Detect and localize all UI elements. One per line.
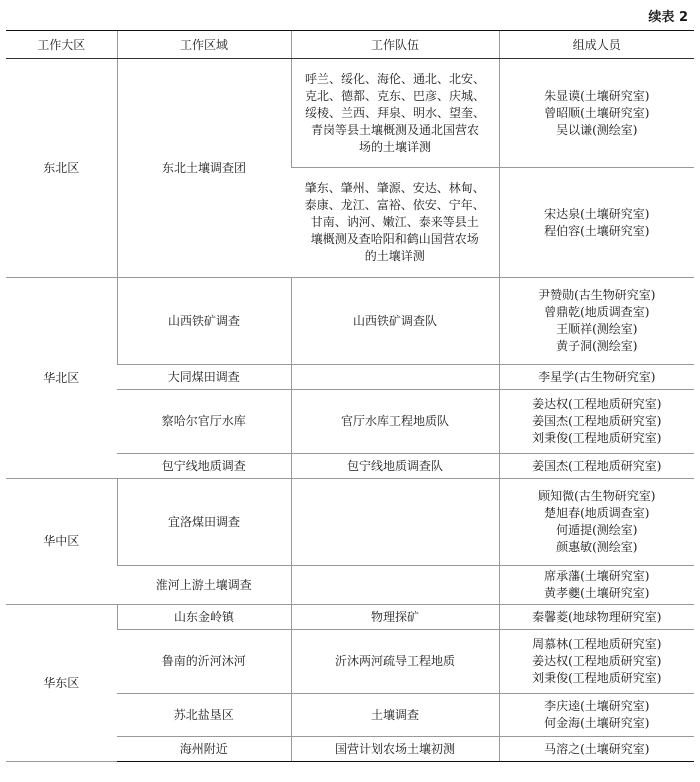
cell-line: 席承藩(土壤研究室) xyxy=(544,569,650,583)
cell-line: 朱显谟(土壤研究室) xyxy=(544,88,650,103)
table-row xyxy=(6,479,694,566)
area-cell: 苏北盐垦区 xyxy=(117,694,291,737)
members-cell xyxy=(499,390,694,454)
table-row xyxy=(6,59,694,168)
cell-line: 曾昭顺(土壤研究室) xyxy=(544,105,650,120)
cell-line: 程伯容(土壤研究室) xyxy=(544,223,650,238)
team-cell xyxy=(291,694,499,737)
cell-line: 秦馨菱(地球物理研究室) xyxy=(532,609,662,624)
cell-line: 克北、德都、克东、巴彦、庆城、 xyxy=(304,88,485,103)
cell-line: 黄孝夔(土壤研究室) xyxy=(544,586,650,600)
cell-line: 物理探矿 xyxy=(370,609,419,624)
members-cell xyxy=(499,605,694,630)
header-cell-team: 工作队伍 xyxy=(291,31,499,59)
table-row xyxy=(6,278,694,365)
cell-line: 国营计划农场土壤初测 xyxy=(334,741,455,756)
area-cell: 宜洛煤田调查 xyxy=(117,479,291,566)
cell-line: 姜达权(工程地质研究室) xyxy=(532,397,662,411)
cell-line: 黄子洞(测绘室) xyxy=(556,339,638,353)
area-cell: 鲁南的沂河沐河 xyxy=(117,630,291,694)
region-cell: 华北区 xyxy=(6,278,117,479)
members-cell xyxy=(499,479,694,566)
cell-line: 的土壤详测 xyxy=(364,249,425,263)
cell-line: 绥棱、兰西、拜泉、明水、望奎、 xyxy=(304,105,485,120)
team-cell xyxy=(291,365,499,390)
cell-line: 山西铁矿调查队 xyxy=(352,313,437,328)
work-area-table xyxy=(6,30,694,762)
cell-line: 周慕林(工程地质研究室) xyxy=(532,637,662,651)
region-cell: 东北区 xyxy=(6,59,117,278)
members-cell xyxy=(499,694,694,737)
cell-line: 土壤调查 xyxy=(370,707,419,722)
area-cell: 淮河上游土壤调查 xyxy=(117,566,291,605)
members-cell xyxy=(499,630,694,694)
area-cell: 东北土壤调查团 xyxy=(117,59,291,278)
team-cell xyxy=(291,168,499,278)
cell-line: 包宁线地质调查队 xyxy=(346,458,443,473)
team-cell xyxy=(291,454,499,479)
area-cell: 海州附近 xyxy=(117,737,291,762)
cell-line: 李庆逵(土壤研究室) xyxy=(544,699,650,713)
cell-line: 呼兰、绥化、海伦、通北、北安、 xyxy=(304,71,485,86)
table-body xyxy=(6,59,694,762)
region-cell: 华东区 xyxy=(6,605,117,762)
team-cell xyxy=(291,566,499,605)
members-cell xyxy=(499,365,694,390)
cell-line: 李星学(古生物研究室) xyxy=(538,369,656,384)
cell-line: 王顺祥(测绘室) xyxy=(556,322,638,336)
cell-line: 何金海(土壤研究室) xyxy=(544,716,650,730)
team-cell xyxy=(291,479,499,566)
cell-line: 壤概测及查哈阳和鹤山国营农场 xyxy=(310,232,479,246)
area-cell: 包宁线地质调查 xyxy=(117,454,291,479)
cell-line: 沂沐两河疏导工程地质 xyxy=(334,654,455,668)
cell-line: 姜达权(工程地质研究室) xyxy=(532,654,662,668)
cell-line: 肇东、肇州、肇源、安达、林甸、 xyxy=(304,181,485,195)
team-cell xyxy=(291,390,499,454)
cell-line: 吴以谦(测绘室) xyxy=(556,122,638,137)
header-row xyxy=(6,31,694,59)
cell-line: 甘南、讷河、嫩江、泰来等县土 xyxy=(310,215,479,229)
cell-line: 楚旭春(地质调查室) xyxy=(544,506,650,520)
cell-line: 刘秉俊(工程地质研究室) xyxy=(532,671,662,685)
team-cell xyxy=(291,59,499,168)
header-cell-region: 工作大区 xyxy=(6,31,117,59)
cell-line: 姜国杰(工程地质研究室) xyxy=(532,414,662,428)
members-cell xyxy=(499,278,694,365)
cell-line: 马溶之(土壤研究室) xyxy=(544,741,650,756)
table-row xyxy=(6,605,694,630)
region-cell: 华中区 xyxy=(6,479,117,605)
header-cell-area: 工作区域 xyxy=(117,31,291,59)
members-cell xyxy=(499,168,694,278)
cell-line: 泰康、龙江、富裕、依安、宁年、 xyxy=(304,198,485,212)
team-cell xyxy=(291,278,499,365)
team-cell xyxy=(291,630,499,694)
table-caption: 续表 2 xyxy=(648,10,688,25)
cell-line: 官厅水库工程地质队 xyxy=(340,414,449,428)
members-cell xyxy=(499,59,694,168)
cell-line: 顾知微(古生物研究室) xyxy=(538,489,656,503)
area-cell: 察哈尔官厅水库 xyxy=(117,390,291,454)
cell-line: 尹赞勋(古生物研究室) xyxy=(538,288,656,302)
members-cell xyxy=(499,737,694,762)
cell-line: 何遁提(测绘室) xyxy=(556,523,638,537)
area-cell: 山西铁矿调查 xyxy=(117,278,291,365)
cell-line: 宋达泉(土壤研究室) xyxy=(544,206,650,221)
header-cell-members: 组成人员 xyxy=(499,31,694,59)
members-cell xyxy=(499,454,694,479)
area-cell: 山东金岭镇 xyxy=(117,605,291,630)
team-cell xyxy=(291,737,499,762)
cell-line: 青岗等县土壤概测及通北国营农 xyxy=(310,122,479,137)
cell-line: 颜惠敏(测绘室) xyxy=(556,540,638,554)
area-cell: 大同煤田调查 xyxy=(117,365,291,390)
members-cell xyxy=(499,566,694,605)
cell-line: 场的土壤详测 xyxy=(358,139,431,154)
team-cell xyxy=(291,605,499,630)
cell-line: 刘秉俊(工程地质研究室) xyxy=(532,431,662,445)
cell-line: 曾鼎乾(地质调查室) xyxy=(544,305,650,319)
cell-line: 姜国杰(工程地质研究室) xyxy=(532,458,662,473)
